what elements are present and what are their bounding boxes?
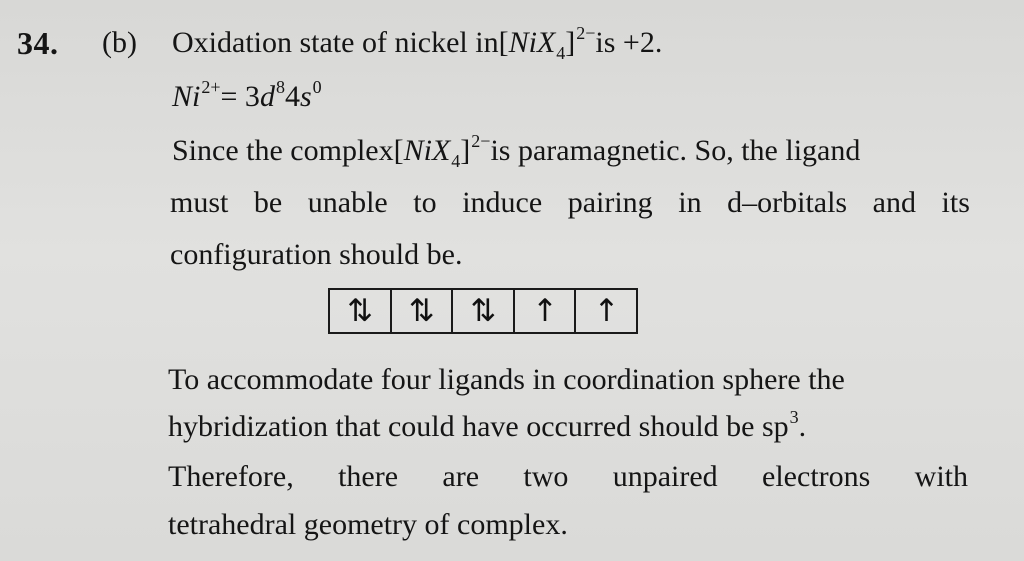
complex-charge-superscript: 2− [576, 23, 596, 43]
line4-word: its [941, 186, 970, 219]
s-orbital-electrons: 0 [312, 77, 322, 97]
nickel-ion-symbol: Ni [172, 80, 201, 113]
complex-formula-main: NiX [508, 26, 556, 59]
orbital-cell: ⇅ [330, 290, 392, 332]
d-orbital-symbol: d [259, 80, 275, 113]
question-number: 34. [17, 25, 59, 61]
nickel-ion-charge: 2+ [201, 77, 221, 97]
line4-word: pairing [567, 186, 653, 219]
line8-word: with [914, 460, 968, 493]
orbital-cell: ⇅ [392, 290, 454, 332]
formula-bracket-open: [ [498, 26, 509, 59]
paramagnetic-statement-line [172, 131, 861, 171]
s-shell-number: 4 [284, 80, 300, 113]
line8-word: unpaired [612, 460, 718, 493]
line3-bracket-open: [ [393, 134, 404, 167]
line3-formula-subscript: 4 [451, 151, 461, 171]
line4-word: induce [462, 186, 543, 219]
line8-word: are [442, 460, 480, 493]
line3-charge-superscript: 2− [471, 131, 491, 151]
line1-prefix: Oxidation state of nickel in [172, 26, 499, 59]
oxidation-state-line [172, 23, 663, 63]
line3-prefix: Since the complex [172, 134, 394, 167]
orbital-cell: ⇅ [453, 290, 515, 332]
unpaired-electrons-line [168, 462, 968, 492]
hybridization-suffix: . [798, 410, 807, 443]
line3-bracket-close: ] [460, 134, 471, 167]
line4-word: to [413, 186, 437, 219]
line4-word: unable [307, 186, 388, 219]
ligand-pairing-line [170, 188, 970, 218]
configuration-heading-line: configuration should be. [170, 238, 463, 271]
line1-suffix: is +2. [595, 26, 663, 59]
electron-configuration-line [172, 77, 322, 113]
geometry-conclusion-line: tetrahedral geometry of complex. [168, 508, 568, 541]
line4-word: be [253, 186, 283, 219]
line4-word: must [170, 186, 229, 219]
line3-suffix: is paramagnetic. So, the ligand [490, 134, 861, 167]
coordination-sphere-line: To accommodate four ligands in coordination sphere the [168, 363, 845, 396]
orbital-cell: ↑ [593, 292, 619, 329]
hybridization-prefix: hybridization that could have occurred should be sp [168, 410, 789, 443]
hybridization-line [168, 407, 807, 443]
d-orbital-electrons: 8 [275, 77, 285, 97]
s-orbital-symbol: s [299, 80, 312, 113]
answer-option: (b) [102, 26, 137, 59]
line4-word: and [872, 186, 916, 219]
complex-formula-subscript: 4 [556, 43, 566, 63]
line8-word: two [523, 460, 569, 493]
d-orbital-diagram [328, 288, 638, 334]
line4-word: d–orbitals [727, 186, 848, 219]
formula-bracket-close: ] [565, 26, 576, 59]
hybridization-superscript: 3 [789, 407, 799, 427]
orbital-cell: ↑ [515, 290, 577, 332]
configuration-equals: = 3 [220, 80, 260, 113]
line8-word: Therefore, [168, 460, 294, 493]
line3-formula-main: NiX [403, 134, 451, 167]
line4-word: in [678, 186, 702, 219]
line8-word: there [338, 460, 399, 493]
line8-word: electrons [762, 460, 871, 493]
